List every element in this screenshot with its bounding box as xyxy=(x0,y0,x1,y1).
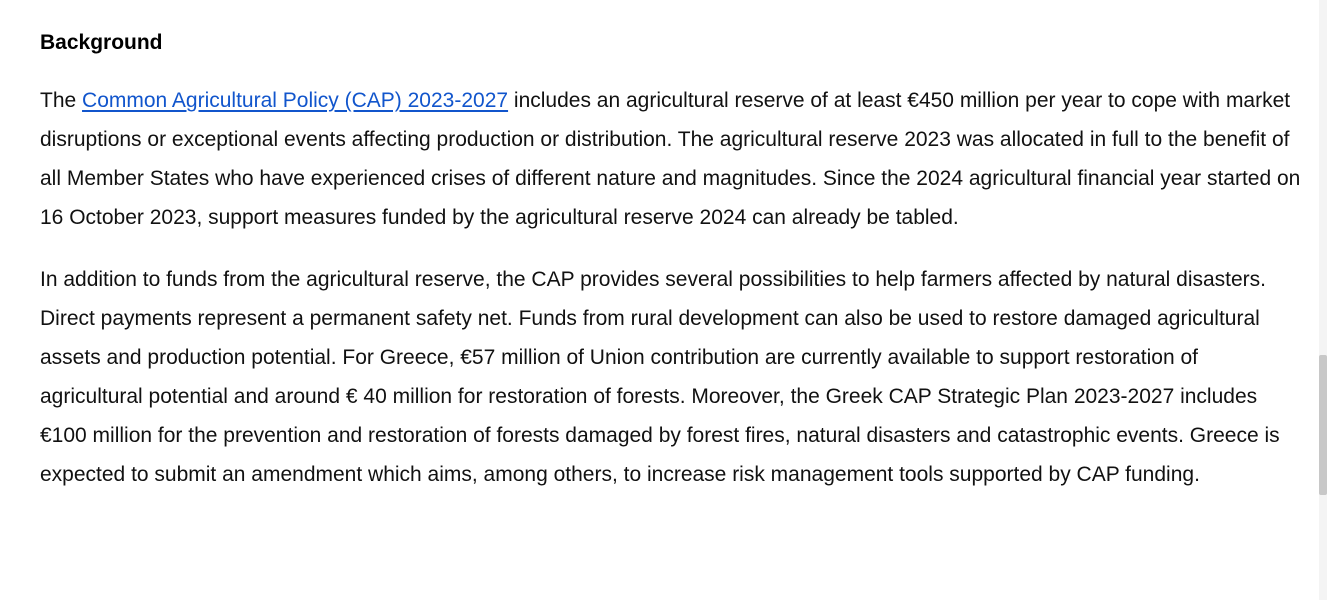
cap-2023-2027-link[interactable]: Common Agricultural Policy (CAP) 2023-2027 xyxy=(82,89,509,112)
scrollbar-thumb[interactable] xyxy=(1319,355,1327,495)
paragraph-agricultural-reserve xyxy=(40,81,1302,237)
paragraph-body-text: includes an agricultural reserve of at least €450 million per year to cope with market disruptions or exceptional events affecting production or distribution. The agricultural reserve 2023 was allocated in full to the benefit of all Member States who have experienced crises of different nature and magnitudes. Since the 2024 agricultural financial year started on 16 October 2023, support measures funded by the agricultural reserve 2024 can already be tabled. xyxy=(40,89,1301,229)
article-content xyxy=(40,0,1302,494)
paragraph-intro-text: The xyxy=(40,89,83,112)
vertical-scrollbar[interactable] xyxy=(1319,0,1327,600)
section-heading: Background xyxy=(40,31,163,54)
paragraph-cap-possibilities: In addition to funds from the agricultural reserve, the CAP provides several possibilities to help farmers affected by natural disasters. Direct payments represent a permanent safety net. Funds from rural development can also be used to restore damaged agricultural assets and production potential. For Greece, €57 million of Union contribution are currently available to support restoration of agricultural potential and around € 40 million for restoration of forests. Moreover, the Greek CAP Strategic Plan 2023-2027 includes €100 million for the prevention and restoration of forests damaged by forest fires, natural disasters and catastrophic events. Greece is expected to submit an amendment which aims, among others, to increase risk management tools supported by CAP funding. xyxy=(40,268,1280,486)
